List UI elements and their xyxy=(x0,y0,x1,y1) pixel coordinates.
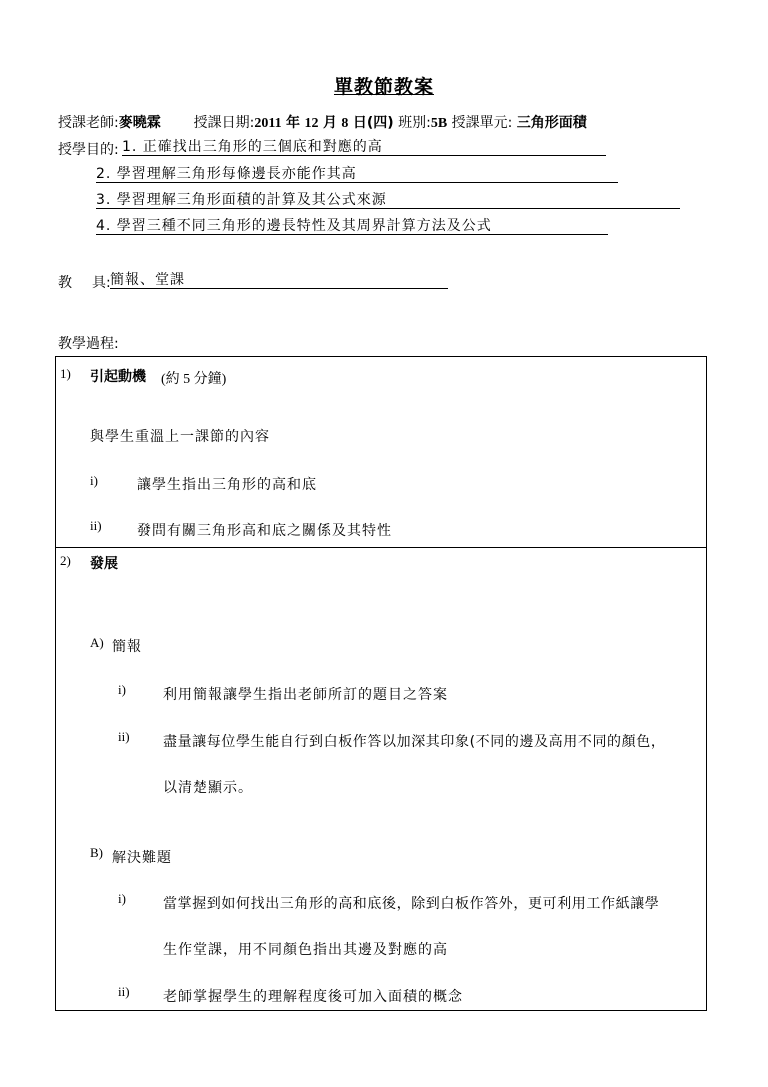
section-2a-item-2-cont: 以清楚顯示。 xyxy=(163,780,253,796)
month-char: 月 xyxy=(322,115,337,131)
tools-label-a: 教 xyxy=(58,275,72,291)
date-year: 2011 xyxy=(254,116,282,131)
objective-item-4: 4. 學習三種不同三角形的邊長特性及其周界計算方法及公式 xyxy=(96,218,608,235)
section-2a-item-2-num: ii) xyxy=(118,729,130,744)
teacher-name: 麥曉霖 xyxy=(118,115,161,131)
process-label: 教學過程: xyxy=(58,336,119,352)
section-1-item-1-num: i) xyxy=(90,473,98,488)
class-value: 5B xyxy=(430,116,448,131)
section-2b-item-2-text: 老師掌握學生的理解程度後可加入面積的概念 xyxy=(163,989,463,1005)
tools-label-b: 具: xyxy=(92,275,111,291)
objective-item-2: 2. 學習理解三角形每條邊長亦能作其高 xyxy=(96,166,618,183)
objectives-label: 授學目的: xyxy=(58,142,119,158)
weekday: (四) xyxy=(366,115,394,131)
section-2b-num: B) xyxy=(90,845,103,860)
date-day: 8 xyxy=(341,116,349,131)
section-2b-item-2-num: ii) xyxy=(118,984,130,999)
objective-item-3: 3. 學習理解三角形面積的計算及其公式來源 xyxy=(96,192,680,209)
section-2a-item-2-text: 盡量讓每位學生能自行到白板作答以加深其印象(不同的邊及高用不同的顏色， xyxy=(163,734,666,750)
section-2b-item-1-text: 當掌握到如何找出三角形的高和底後，除到白板作答外，更可利用工作紙讓學 xyxy=(163,896,660,912)
section-1-time: (約 5 分鐘) xyxy=(161,372,227,387)
section-2b-item-1-num: i) xyxy=(118,891,126,906)
section-2a-item-1-num: i) xyxy=(118,682,126,697)
header-line xyxy=(58,112,587,132)
section-1-intro: 與學生重溫上一課節的內容 xyxy=(90,429,270,445)
year-char: 年 xyxy=(286,115,301,131)
objective-item-1: 1. 正確找出三角形的三個底和對應的高 xyxy=(122,139,606,156)
section-2a-item-1-text: 利用簡報讓學生指出老師所訂的題目之答案 xyxy=(163,687,448,703)
section-2b-title: 解決難題 xyxy=(112,850,172,866)
unit-label: 授課單元: xyxy=(451,115,513,131)
section-2a-num: A) xyxy=(90,635,104,650)
section-1-title: 引起動機 xyxy=(90,369,146,385)
teacher-label: 授課老師: xyxy=(58,115,119,131)
section-1-item-2-text: 發問有關三角形高和底之關係及其特性 xyxy=(137,523,392,539)
section-1-item-1-text: 讓學生指出三角形的高和底 xyxy=(137,477,317,493)
page-title: 單教節教案 xyxy=(333,76,434,98)
section-2-num: 2) xyxy=(60,553,71,568)
section-2a-title: 簡報 xyxy=(112,639,142,655)
section-1-num: 1) xyxy=(60,366,71,381)
section-1-item-2-num: ii) xyxy=(90,518,102,533)
class-label: 班別: xyxy=(398,115,431,131)
day-char: 日 xyxy=(352,115,367,131)
section-2b-item-1-cont: 生作堂課，用不同顏色指出其邊及對應的高 xyxy=(163,942,448,958)
tools-value: 簡報、堂課 xyxy=(110,272,448,289)
unit-value: 三角形面積 xyxy=(516,115,587,131)
date-label: 授課日期: xyxy=(193,115,255,131)
date-month: 12 xyxy=(304,116,319,131)
section-2-title: 發展 xyxy=(90,556,118,572)
